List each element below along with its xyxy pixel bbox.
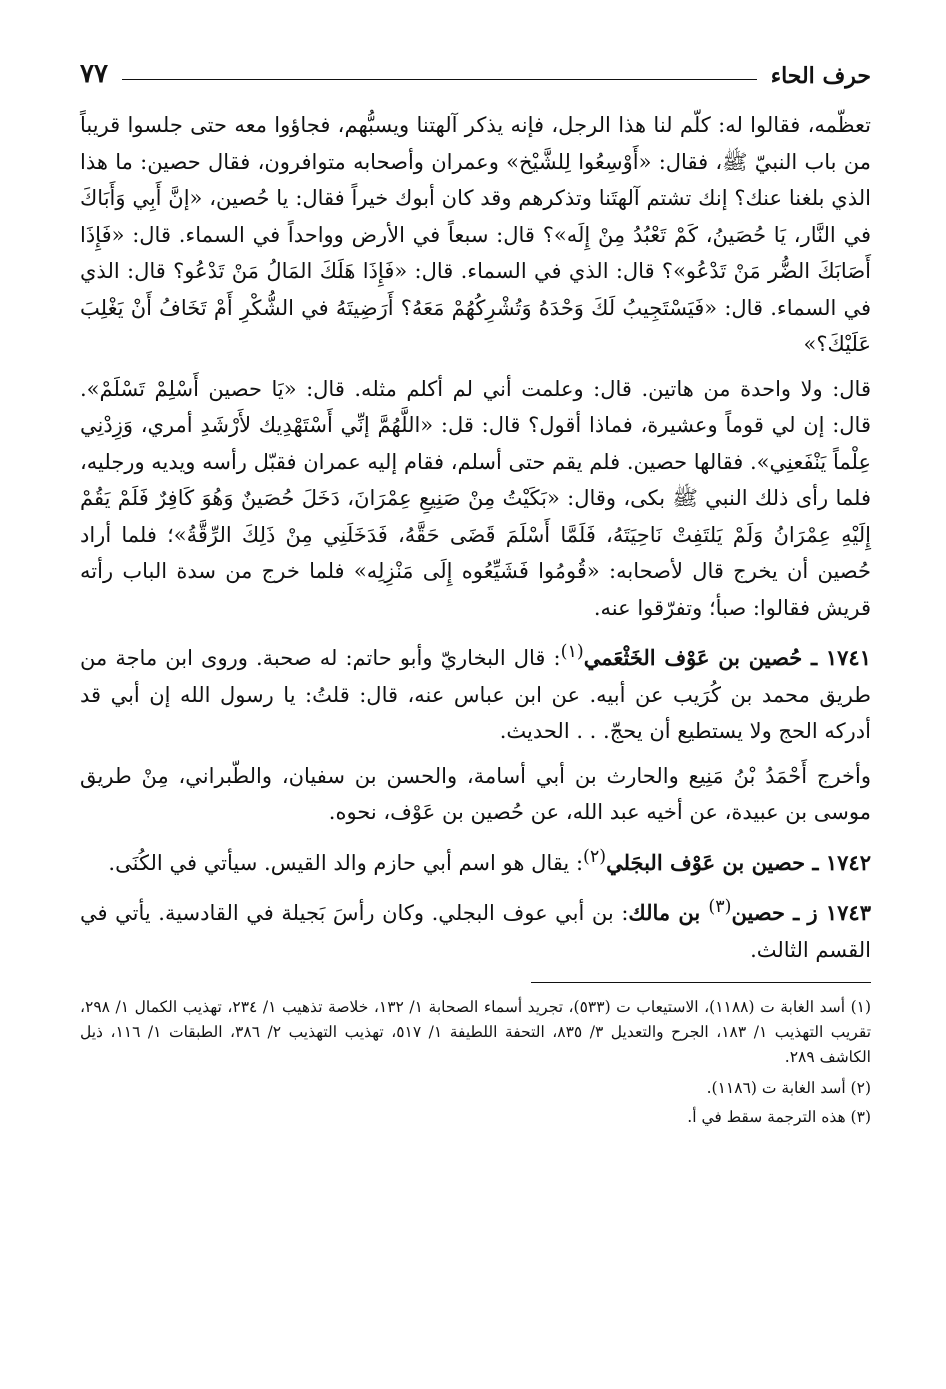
footnotes — [80, 995, 871, 1130]
header-rule — [122, 79, 757, 80]
entry-number: ١٧٤٢ — [825, 849, 871, 875]
entry-text: : يقال هو اسم أبي حازم والد القيس. سيأتي في الكُنَى. — [108, 850, 584, 875]
entry-number: ١٧٤٣ ز — [807, 900, 871, 925]
entry-1741: ١٧٤١ ـ حُصين بن عَوْف الخَثْعَمي$^{(١)}$: قال البخاريّ وأبو حاتم: له صحبة. وروى ابن ماجة من طريق محمد بن كُرَيب عن أبيه. عن ابن عباس عنه، قال: قلتُ: يا رسول الله إن أبي قد أدركه الحج ولا يستطيع أن يحجّ. . . الحديث. — [80, 642, 871, 743]
footnote-3: (٣) هذه الترجمة سقط في أ. — [687, 1108, 871, 1126]
footnote-1: (١) أسد الغابة ت (١١٨٨)، الاستيعاب ت (٥٣٣)، تجريد أسماء الصحابة ١/ ١٣٢، خلاصة تذهيب ١/ ٢٣٤، تهذيب الكمال ١/ ٢٩٨، تقريب التهذيب ١/ ١٨٣، الجرح والتعديل ٣/ ٨٣٥، التحفة اللطيفة ١/ ٥١٧، تهذيب التهذيب ٢/ ٣٨٦، الطبقات ١/ ١١٦، ذيل الكاشف ٢٨٩. — [80, 998, 872, 1066]
page-number: ٧٧ — [80, 59, 108, 89]
entry-number: ١٧٤١ — [825, 645, 871, 670]
section-title: حرف الحاء — [770, 63, 871, 89]
footnote-ref[interactable]: (١) — [560, 642, 584, 662]
footnote-divider — [531, 982, 871, 983]
footnote-ref[interactable]: (٢) — [583, 846, 607, 867]
entry-1741-extra: وأخرج أَحْمَدُ بْنُ مَنِيع والحارث بن أبي أسامة، والحسن بن سفيان، والطّبراني، مِنْ طريق موسى بن عبيدة، عن أخيه عبد الله، عن حُصين بن عَوْف، نحوه. — [80, 763, 871, 824]
paragraph-1: تعظّمه، فقالوا له: كلّم لنا هذا الرجل، فإنه يذكر آلهتنا ويسبُّهم، فجاؤوا معه حتى جلسوا قريباً من باب النبيّ ﷺ، فقال: «أَوْسِعُوا لِلشَّيْخ» وعمران وأصحابه متوافرون، فقال حصين: ما هذا الذي بلغنا عنك؟ إنك تشتم آلهتَنا وتذكرهم وقد كان أبوك خيراً فقال: يا حُصين، «إنَّ أَبِي وَأَبَاكَ في النَّار، يَا حُصَينُ، كَمْ تَعْبُدُ مِنْ إِلَه»؟ قال: سبعاً في الأرض وواحداً في السماء. قال: «فَإِذَا أَصَابَكَ الضُّر مَنْ تَدْعُو»؟ قال: الذي في السماء. قال: «فَإِذَا هَلَكَ المَالُ مَنْ تَدْعُو؟ قال: الذي في السماء. قال: «فَيَسْتَجِيبُ لَكَ وَحْدَهُ وَتُشْرِكُهُمْ مَعَهُ؟ أَرَضِيتَهُ في الشُّكْرِ أَمْ تَخَافُ أَنْ يَغْلِبَ عَلَيْكَ؟» — [80, 113, 871, 356]
main-text — [80, 107, 871, 968]
entry-text: : قال البخاريّ وأبو حاتم: له صحبة. وروى ابن ماجة من طريق محمد بن كُرَيب عن أبيه. عن ابن عباس عنه، قال: قلتُ: يا رسول الله إن أبي قد أدركه الحج ولا يستطيع أن يحجّ. . . الحديث. — [80, 646, 871, 743]
entry-1743: ١٧٤٣ ز ـ حصين$^{(٣)}$ بن مالك: بن أبي عوف البجلي. وكان رأسَ بَجيلة في القادسية. يأتي في القسم الثالث. — [80, 897, 871, 962]
entry-name: حُصين بن عَوْف الخَثْعَمي — [583, 645, 803, 670]
entry-name: حصين — [731, 900, 785, 925]
entry-1742: ١٧٤٢ ـ حصين بن عَوْف البجَلي$^{(٢)}$: يقال هو اسم أبي حازم والد القيس. سيأتي في الكُنَى. — [108, 846, 871, 875]
running-header — [80, 55, 871, 89]
footnote-2: (٢) أسد الغابة ت (١١٨٦). — [706, 1079, 871, 1097]
entry-name-suffix: بن مالك — [628, 900, 709, 925]
entry-name: حصين بن عَوْف البجَلي — [606, 849, 806, 875]
footnote-ref[interactable]: (٣) — [708, 897, 732, 917]
paragraph-2: قال: ولا واحدة من هاتين. قال: وعلمت أني لم أكلم مثله. قال: «يَا حصين أَسْلِمْ تَسْلَمْ». قال: إن لي قوماً وعشيرة، فماذا أقول؟ قال: قل: «اللَّهُمَّ إنِّي أَسْتَهْدِيك لأَرْشَدِ أمري، وَزِدْنِي عِلْماً يَنْفَعنِي». فقالها حصين. فلم يقم حتى أسلم، فقام إليه عمران فقبّل رأسه ويديه ورجليه، فلما رأى ذلك النبي ﷺ بكى، وقال: «بَكَيْتُ مِنْ صَنِيعِ عِمْرَانَ، دَخَلَ حُصَينٌ وَهُوَ كَافِرٌ فَلَمْ يَقُمْ إِلَيْهِ عِمْرَانُ وَلَمْ يَلتَفِتْ نَاحِيَتَهُ، فَلَمَّا أَسْلَمَ قَضَى حَقَّهُ، فَدَخَلَنِي مِنْ ذَلِكَ الرِّقَّةُ»؛ فلما أراد حُصين أن يخرج قال لأصحابه: «قُومُوا فَشَيِّعُوه إِلَى مَنْزِلِه» فلما خرج من سدة الباب رأته قريش فقالوا: صبأ؛ وتفرّقوا عنه. — [80, 376, 871, 620]
entry-text: : بن أبي عوف البجلي. وكان رأسَ بَجيلة في القادسية. يأتي في القسم الثالث. — [80, 901, 871, 962]
